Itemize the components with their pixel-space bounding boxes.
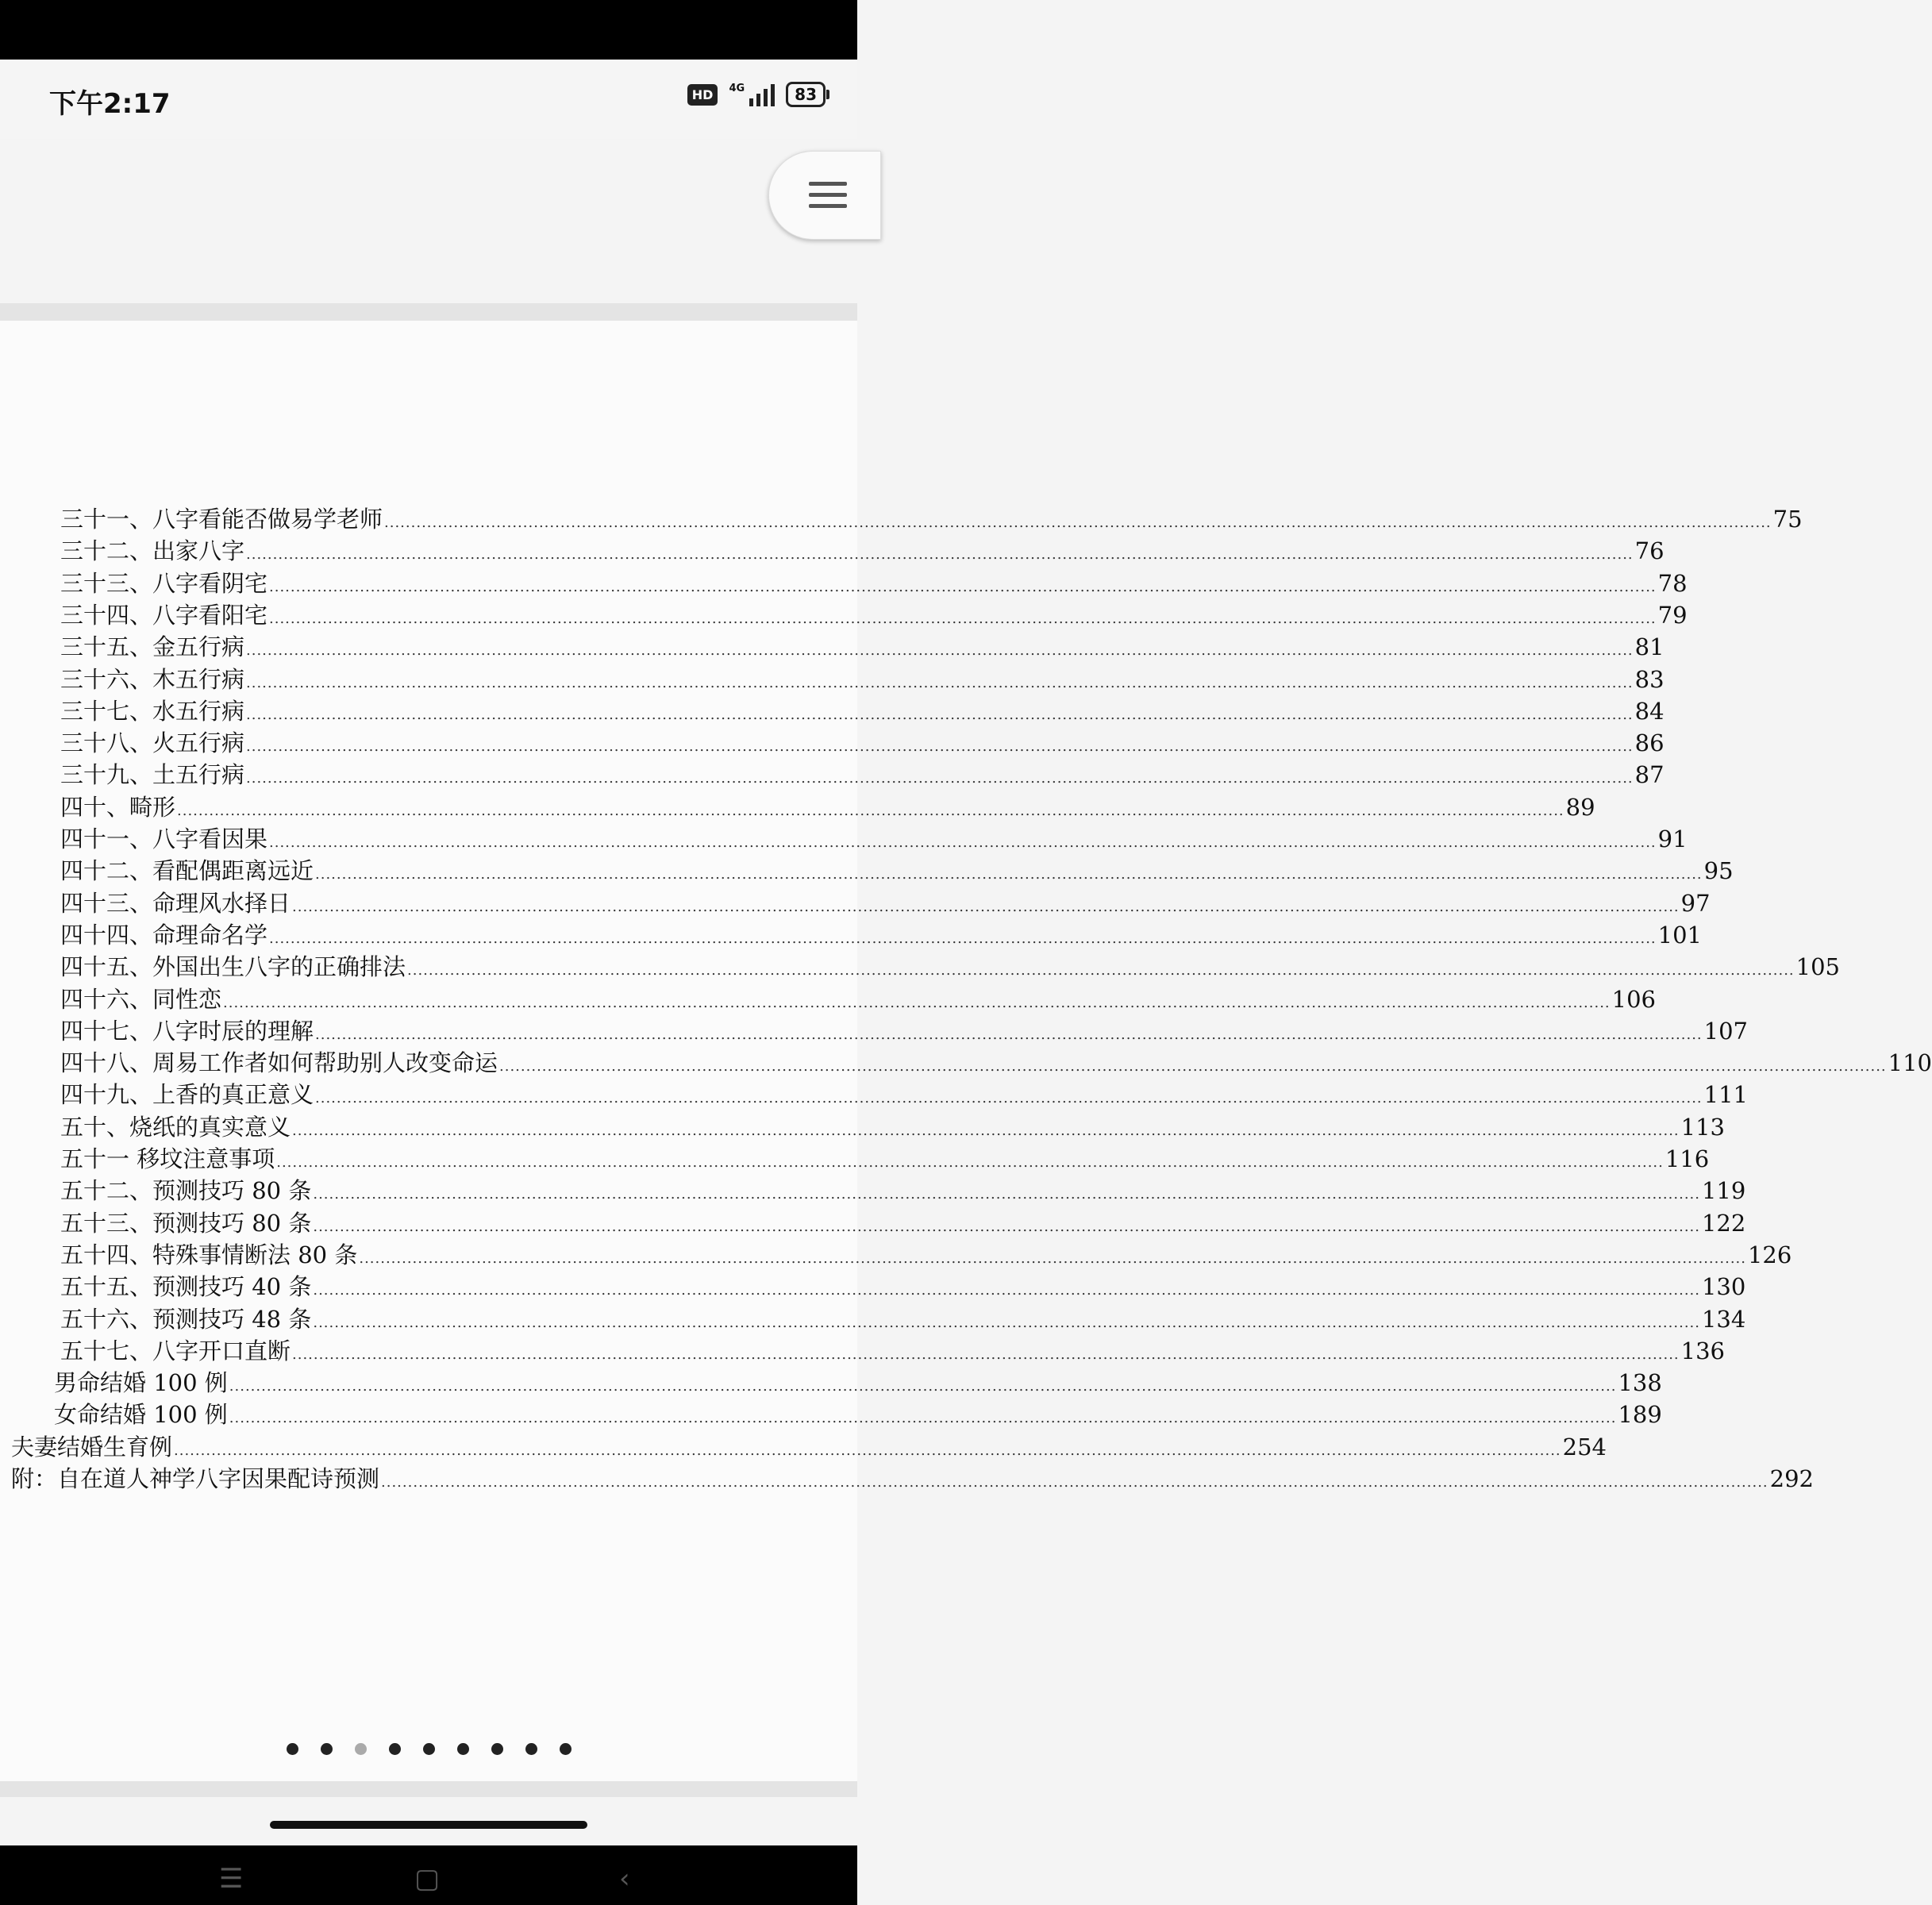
toc-entry-title: 五十七、八字开口直断	[60, 1337, 291, 1364]
page-dot[interactable]	[321, 1743, 333, 1755]
toc-entry-page: 130	[1701, 1273, 1746, 1301]
toc-leader-dots: ....................................................................................................................................................................................................................................................................	[313, 1186, 1700, 1203]
toc-entry[interactable]	[60, 1207, 1746, 1239]
back-icon[interactable]: ‹	[619, 1863, 630, 1895]
toc-entry-title: 三十五、金五行病	[60, 633, 245, 661]
toc-leader-dots: ....................................................................................................................................................................................................................................................................	[223, 994, 1611, 1011]
page-separator-top	[0, 303, 857, 321]
status-time: 下午2:17	[49, 88, 171, 120]
toc-leader-dots: ....................................................................................................................................................................................................................................................................	[269, 578, 1657, 595]
toc-entry-title: 四十八、周易工作者如何帮助别人改变命运	[60, 1049, 498, 1077]
toc-leader-dots: ....................................................................................................................................................................................................................................................................	[315, 1026, 1703, 1043]
toc-entry-title: 三十八、火五行病	[60, 729, 245, 757]
toc-entry-page: 292	[1769, 1465, 1815, 1492]
toc-entry-title: 五十五、预测技巧 40 条	[60, 1273, 312, 1301]
toc-leader-dots: ....................................................................................................................................................................................................................................................................	[174, 1441, 1561, 1459]
toc-entry[interactable]	[11, 1463, 1815, 1495]
page-dot[interactable]	[355, 1743, 367, 1755]
toc-entry-title: 五十一 移坟注意事项	[60, 1145, 275, 1172]
toc-leader-dots: ....................................................................................................................................................................................................................................................................	[269, 610, 1657, 627]
toc-leader-dots: ....................................................................................................................................................................................................................................................................	[359, 1249, 1746, 1267]
toc-leader-dots: ....................................................................................................................................................................................................................................................................	[276, 1154, 1664, 1171]
toc-leader-dots: ....................................................................................................................................................................................................................................................................	[246, 738, 1634, 756]
toc-entry-title: 三十九、土五行病	[60, 761, 245, 789]
toc-leader-dots: ....................................................................................................................................................................................................................................................................	[313, 1218, 1700, 1235]
toc-entry[interactable]	[60, 919, 1703, 951]
page-dot[interactable]	[457, 1743, 469, 1755]
toc-entry[interactable]	[60, 1303, 1746, 1335]
toc-entry-page: 126	[1747, 1241, 1792, 1268]
toc-leader-dots: ....................................................................................................................................................................................................................................................................	[246, 770, 1634, 787]
toc-entry-title: 男命结婚 100 例	[54, 1369, 228, 1397]
toc-entry-page: 83	[1634, 665, 1665, 693]
battery-level: 83	[795, 85, 817, 104]
page-dot[interactable]	[525, 1743, 537, 1755]
toc-entry-title: 五十二、预测技巧 80 条	[60, 1177, 312, 1205]
toc-leader-dots: ....................................................................................................................................................................................................................................................................	[313, 1282, 1700, 1299]
recent-apps-icon[interactable]: ☰	[219, 1863, 244, 1895]
toc-entry[interactable]	[60, 727, 1665, 759]
toc-entry[interactable]	[60, 791, 1595, 823]
toc-entry-page: 79	[1657, 601, 1688, 629]
toc-entry[interactable]	[60, 887, 1711, 919]
toc-entry-page: 81	[1634, 633, 1665, 661]
toc-leader-dots: ....................................................................................................................................................................................................................................................................	[269, 929, 1657, 947]
toc-entry-page: 75	[1772, 506, 1803, 533]
home-indicator[interactable]	[270, 1821, 587, 1829]
toc-entry-title: 四十、畸形	[60, 793, 176, 821]
toc-entry[interactable]	[54, 1367, 1662, 1399]
toc-entry-title: 五十六、预测技巧 48 条	[60, 1305, 312, 1333]
toc-entry-page: 95	[1703, 857, 1734, 885]
toc-entry-page: 101	[1657, 921, 1703, 949]
toc-entry-title: 三十三、八字看阴宅	[60, 569, 268, 597]
toc-leader-dots: ....................................................................................................................................................................................................................................................................	[229, 1410, 1617, 1427]
toc-leader-dots: ....................................................................................................................................................................................................................................................................	[407, 962, 1795, 979]
toc-entry-page: 113	[1680, 1113, 1726, 1141]
toc-entry-page: 97	[1680, 889, 1711, 917]
toc-entry-page: 119	[1701, 1177, 1746, 1205]
toc-entry[interactable]	[60, 664, 1665, 695]
page-indicator	[0, 1743, 857, 1775]
toc-entry[interactable]	[11, 1431, 1607, 1463]
toc-entry-title: 三十一、八字看能否做易学老师	[60, 506, 383, 533]
toc-entry-title: 四十九、上香的真正意义	[60, 1081, 314, 1109]
toc-entry-page: 106	[1611, 985, 1657, 1013]
toc-leader-dots: ....................................................................................................................................................................................................................................................................	[292, 1345, 1680, 1363]
toc-entry[interactable]	[60, 759, 1665, 791]
toc-leader-dots: ....................................................................................................................................................................................................................................................................	[313, 1314, 1700, 1331]
toc-entry-page: 87	[1634, 761, 1665, 789]
toc-entry[interactable]	[60, 1143, 1710, 1175]
toc-entry-page: 189	[1618, 1401, 1662, 1429]
signal-icon	[729, 83, 775, 106]
toc-leader-dots: ....................................................................................................................................................................................................................................................................	[315, 1090, 1703, 1107]
status-icons	[687, 82, 826, 107]
toc-leader-dots: ....................................................................................................................................................................................................................................................................	[292, 898, 1680, 915]
toc-leader-dots: ....................................................................................................................................................................................................................................................................	[499, 1058, 1887, 1076]
toc-entry[interactable]	[54, 1399, 1662, 1430]
toc-entry-title: 附：自在道人神学八字因果配诗预测	[11, 1465, 380, 1492]
toc-entry-title: 五十三、预测技巧 80 条	[60, 1209, 312, 1237]
toc-entry[interactable]	[60, 631, 1665, 663]
page-dot[interactable]	[423, 1743, 435, 1755]
toc-entry-title: 三十二、出家八字	[60, 537, 245, 565]
toc-entry[interactable]	[60, 535, 1665, 567]
toc-entry[interactable]	[60, 1047, 1932, 1079]
toc-entry[interactable]	[60, 1239, 1792, 1271]
page-dot[interactable]	[287, 1743, 298, 1755]
toc-leader-dots: ....................................................................................................................................................................................................................................................................	[315, 866, 1703, 883]
toc-entry-page: 105	[1795, 953, 1841, 981]
toc-entry[interactable]	[60, 855, 1734, 887]
toc-entry-title: 四十六、同性恋	[60, 985, 222, 1013]
toc-entry[interactable]	[60, 695, 1665, 727]
toc-entry-title: 四十四、命理命名学	[60, 921, 268, 949]
toc-leader-dots: ....................................................................................................................................................................................................................................................................	[269, 834, 1657, 851]
toc-leader-dots: ....................................................................................................................................................................................................................................................................	[246, 674, 1634, 691]
toc-entry-title: 四十一、八字看因果	[60, 826, 268, 852]
toc-entry-title: 四十二、看配偶距离远近	[60, 857, 314, 885]
toc-entry[interactable]	[60, 568, 1688, 599]
toc-entry-page: 110	[1888, 1049, 1932, 1077]
toc-entry-title: 三十四、八字看阳宅	[60, 601, 268, 629]
page-separator-bottom	[0, 1781, 857, 1797]
toc-leader-dots: ....................................................................................................................................................................................................................................................................	[292, 1122, 1680, 1139]
toc-entry-title: 四十七、八字时辰的理解	[60, 1017, 314, 1045]
navigation-bar	[0, 1845, 857, 1905]
toc-entry[interactable]	[60, 1271, 1746, 1303]
page-dot[interactable]	[491, 1743, 503, 1755]
toc-entry-page: 76	[1634, 537, 1665, 565]
toc-entry-page: 91	[1657, 826, 1688, 852]
battery-icon	[786, 82, 826, 107]
toc-entry-title: 三十六、木五行病	[60, 665, 245, 693]
toc-leader-dots: ....................................................................................................................................................................................................................................................................	[246, 546, 1634, 564]
toc-entry-page: 254	[1562, 1433, 1607, 1460]
toc-entry-title: 夫妻结婚生育例	[11, 1433, 173, 1460]
toc-entry-page: 136	[1680, 1337, 1726, 1364]
toc-entry-title: 五十、烧纸的真实意义	[60, 1113, 291, 1141]
toc-entry-page: 89	[1565, 793, 1595, 821]
status-bar	[0, 60, 857, 139]
toc-entry-title: 女命结婚 100 例	[54, 1401, 228, 1429]
toc-entry-page: 84	[1634, 697, 1665, 725]
toc-entry[interactable]	[60, 599, 1688, 631]
hamburger-menu-button[interactable]	[768, 151, 881, 240]
page-dot[interactable]	[560, 1743, 572, 1755]
toc-entry-title: 四十三、命理风水择日	[60, 889, 291, 917]
toc-entry[interactable]	[60, 983, 1657, 1015]
network-type: 4G	[729, 83, 745, 94]
toc-entry[interactable]	[60, 951, 1841, 983]
toc-entry-page: 122	[1701, 1209, 1746, 1237]
toc-leader-dots: ....................................................................................................................................................................................................................................................................	[177, 802, 1564, 819]
home-icon[interactable]: ▢	[414, 1863, 441, 1895]
toc-entry[interactable]	[60, 1335, 1726, 1367]
hd-badge: HD	[687, 84, 718, 106]
toc-entry-page: 86	[1634, 729, 1665, 757]
toc-entry[interactable]	[60, 1175, 1746, 1206]
toc-leader-dots: ....................................................................................................................................................................................................................................................................	[384, 514, 1772, 531]
toc-entry[interactable]	[60, 1015, 1749, 1047]
toc-leader-dots: ....................................................................................................................................................................................................................................................................	[229, 1378, 1617, 1395]
toc-entry-title: 四十五、外国出生八字的正确排法	[60, 953, 406, 981]
document-page[interactable]	[0, 321, 1932, 1781]
top-black-bar	[0, 0, 857, 60]
toc-entry-page: 138	[1618, 1369, 1662, 1397]
toc-entry[interactable]	[60, 823, 1688, 855]
toc-entry-page: 111	[1703, 1081, 1749, 1109]
toc-entry-page: 116	[1665, 1145, 1710, 1172]
toc-entry[interactable]	[60, 1111, 1726, 1143]
toc-entry[interactable]	[60, 503, 1803, 535]
toc-leader-dots: ....................................................................................................................................................................................................................................................................	[246, 706, 1634, 723]
toc-leader-dots: ....................................................................................................................................................................................................................................................................	[246, 642, 1634, 660]
page-dot[interactable]	[389, 1743, 401, 1755]
toc-entry-page: 107	[1703, 1017, 1749, 1045]
toc-entry-title: 三十七、水五行病	[60, 697, 245, 725]
toc-entry[interactable]	[60, 1079, 1749, 1110]
toc-entry-page: 134	[1701, 1305, 1746, 1333]
toc-entry-title: 五十四、特殊事情断法 80 条	[60, 1241, 358, 1268]
toc-leader-dots: ....................................................................................................................................................................................................................................................................	[381, 1474, 1768, 1491]
toc-entry-page: 78	[1657, 569, 1688, 597]
